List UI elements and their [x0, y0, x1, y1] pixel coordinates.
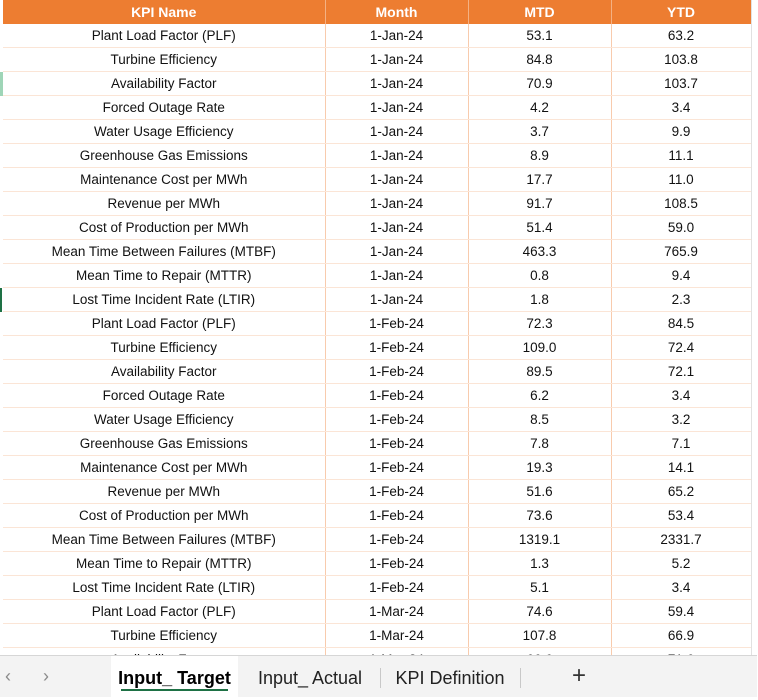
column-header[interactable]: Month	[325, 0, 468, 24]
table-row	[3, 624, 751, 648]
mtd-cell[interactable]: 89.5	[468, 360, 611, 384]
ytd-cell[interactable]: 2331.7	[611, 528, 751, 552]
kpi-name-cell[interactable]: Mean Time Between Failures (MTBF)	[3, 528, 325, 552]
kpi-table	[3, 0, 752, 672]
kpi-name-cell[interactable]: Mean Time Between Failures (MTBF)	[3, 240, 325, 264]
mtd-cell[interactable]: 91.7	[468, 192, 611, 216]
month-cell[interactable]: 1-Jan-24	[325, 216, 468, 240]
month-cell[interactable]: 1-Jan-24	[325, 240, 468, 264]
kpi-name-cell[interactable]: Lost Time Incident Rate (LTIR)	[3, 288, 325, 312]
kpi-name-cell[interactable]: Mean Time to Repair (MTTR)	[3, 264, 325, 288]
tab-input-target[interactable]	[111, 656, 238, 697]
chevron-left-icon[interactable]: ‹	[5, 666, 11, 686]
month-cell[interactable]: 1-Feb-24	[325, 408, 468, 432]
month-cell[interactable]: 1-Feb-24	[325, 312, 468, 336]
tab-separator	[520, 668, 521, 688]
kpi-name-cell[interactable]: Greenhouse Gas Emissions	[3, 432, 325, 456]
month-cell[interactable]: 1-Feb-24	[325, 360, 468, 384]
table-row	[3, 408, 751, 432]
kpi-name-cell[interactable]: Plant Load Factor (PLF)	[3, 312, 325, 336]
month-cell[interactable]: 1-Jan-24	[325, 24, 468, 48]
table-row	[3, 72, 751, 96]
kpi-name-cell[interactable]: Availability Factor	[3, 72, 325, 96]
table-row	[3, 504, 751, 528]
table-row	[3, 240, 751, 264]
mtd-cell[interactable]: 3.7	[468, 120, 611, 144]
tab-input-actual[interactable]	[248, 656, 372, 697]
mtd-cell[interactable]: 51.4	[468, 216, 611, 240]
table-row	[3, 264, 751, 288]
kpi-name-cell[interactable]: Water Usage Efficiency	[3, 408, 325, 432]
kpi-name-cell[interactable]: Cost of Production per MWh	[3, 504, 325, 528]
ytd-cell[interactable]: 59.4	[611, 600, 751, 624]
kpi-name-cell[interactable]: Maintenance Cost per MWh	[3, 456, 325, 480]
column-header[interactable]: KPI Name	[3, 0, 325, 24]
month-cell[interactable]: 1-Jan-24	[325, 72, 468, 96]
mtd-cell[interactable]: 5.1	[468, 576, 611, 600]
mtd-cell[interactable]: 51.6	[468, 480, 611, 504]
kpi-name-cell[interactable]: Turbine Efficiency	[3, 48, 325, 72]
ytd-cell[interactable]: 72.1	[611, 360, 751, 384]
ytd-cell[interactable]: 3.4	[611, 96, 751, 120]
ytd-cell[interactable]: 3.4	[611, 576, 751, 600]
grid-right-edge	[751, 0, 758, 655]
mtd-cell[interactable]: 72.3	[468, 312, 611, 336]
month-cell[interactable]: 1-Feb-24	[325, 552, 468, 576]
table-row	[3, 24, 751, 48]
ytd-cell[interactable]: 53.4	[611, 504, 751, 528]
tab-separator	[380, 668, 381, 688]
month-cell[interactable]: 1-Jan-24	[325, 264, 468, 288]
month-cell[interactable]: 1-Feb-24	[325, 576, 468, 600]
month-cell[interactable]: 1-Feb-24	[325, 480, 468, 504]
mtd-cell[interactable]: 4.2	[468, 96, 611, 120]
table-row	[3, 48, 751, 72]
ytd-cell[interactable]: 7.1	[611, 432, 751, 456]
table-row	[3, 168, 751, 192]
ytd-cell[interactable]: 66.9	[611, 624, 751, 648]
tab-label: Input_ Target	[118, 668, 231, 688]
kpi-name-cell[interactable]: Plant Load Factor (PLF)	[3, 24, 325, 48]
active-tab-underline	[121, 689, 228, 691]
ytd-cell[interactable]: 5.2	[611, 552, 751, 576]
tab-label: KPI Definition	[395, 668, 505, 688]
kpi-name-cell[interactable]: Revenue per MWh	[3, 192, 325, 216]
mtd-cell[interactable]: 463.3	[468, 240, 611, 264]
ytd-cell[interactable]: 765.9	[611, 240, 751, 264]
mtd-cell[interactable]: 1319.1	[468, 528, 611, 552]
table-row	[3, 120, 751, 144]
ytd-cell[interactable]: 108.5	[611, 192, 751, 216]
mtd-cell[interactable]: 1.3	[468, 552, 611, 576]
table-row	[3, 144, 751, 168]
month-cell[interactable]: 1-Jan-24	[325, 96, 468, 120]
column-header[interactable]: MTD	[468, 0, 611, 24]
ytd-cell[interactable]: 84.5	[611, 312, 751, 336]
selected-row-marker	[0, 288, 2, 312]
table-row	[3, 384, 751, 408]
ytd-cell[interactable]: 11.0	[611, 168, 751, 192]
mtd-cell[interactable]: 0.8	[468, 264, 611, 288]
kpi-name-cell[interactable]: Greenhouse Gas Emissions	[3, 144, 325, 168]
mtd-cell[interactable]: 84.8	[468, 48, 611, 72]
mtd-cell[interactable]: 6.2	[468, 384, 611, 408]
ytd-cell[interactable]: 103.7	[611, 72, 751, 96]
ytd-cell[interactable]: 72.4	[611, 336, 751, 360]
ytd-cell[interactable]: 9.4	[611, 264, 751, 288]
ytd-cell[interactable]: 59.0	[611, 216, 751, 240]
table-row	[3, 576, 751, 600]
month-cell[interactable]: 1-Feb-24	[325, 504, 468, 528]
table-row	[3, 432, 751, 456]
mtd-cell[interactable]: 17.7	[468, 168, 611, 192]
kpi-name-cell[interactable]: Plant Load Factor (PLF)	[3, 600, 325, 624]
table-row	[3, 360, 751, 384]
month-cell[interactable]: 1-Jan-24	[325, 48, 468, 72]
column-header[interactable]: YTD	[611, 0, 751, 24]
ytd-cell[interactable]: 63.2	[611, 24, 751, 48]
month-cell[interactable]: 1-Feb-24	[325, 456, 468, 480]
sheet-tab-bar	[0, 655, 757, 697]
month-cell[interactable]: 1-Jan-24	[325, 168, 468, 192]
mtd-cell[interactable]: 109.0	[468, 336, 611, 360]
mtd-cell[interactable]: 7.8	[468, 432, 611, 456]
month-cell[interactable]: 1-Mar-24	[325, 600, 468, 624]
tab-label: Input_ Actual	[257, 668, 363, 688]
table-row	[3, 216, 751, 240]
table-row	[3, 288, 751, 312]
plus-icon[interactable]: +	[571, 662, 586, 689]
ytd-cell[interactable]: 14.1	[611, 456, 751, 480]
kpi-name-cell[interactable]: Forced Outage Rate	[3, 384, 325, 408]
mtd-cell[interactable]: 74.6	[468, 600, 611, 624]
month-cell[interactable]: 1-Jan-24	[325, 288, 468, 312]
kpi-name-cell[interactable]: Lost Time Incident Rate (LTIR)	[3, 576, 325, 600]
kpi-name-cell[interactable]: Turbine Efficiency	[3, 624, 325, 648]
kpi-name-cell[interactable]: Revenue per MWh	[3, 480, 325, 504]
table-row	[3, 552, 751, 576]
table-row	[3, 600, 751, 624]
month-cell[interactable]: 1-Mar-24	[325, 624, 468, 648]
kpi-name-cell[interactable]: Water Usage Efficiency	[3, 120, 325, 144]
month-cell[interactable]: 1-Feb-24	[325, 336, 468, 360]
kpi-name-cell[interactable]: Availability Factor	[3, 360, 325, 384]
mtd-cell[interactable]: 107.8	[468, 624, 611, 648]
mtd-cell[interactable]: 70.9	[468, 72, 611, 96]
tab-kpi-definition[interactable]	[388, 656, 512, 697]
kpi-name-cell[interactable]: Turbine Efficiency	[3, 336, 325, 360]
kpi-name-cell[interactable]: Forced Outage Rate	[3, 96, 325, 120]
mtd-cell[interactable]: 1.8	[468, 288, 611, 312]
table-row	[3, 336, 751, 360]
table-row	[3, 528, 751, 552]
month-cell[interactable]: 1-Jan-24	[325, 144, 468, 168]
month-cell[interactable]: 1-Feb-24	[325, 384, 468, 408]
month-cell[interactable]: 1-Jan-24	[325, 120, 468, 144]
header-row	[3, 0, 751, 24]
table-row	[3, 192, 751, 216]
table-row	[3, 96, 751, 120]
ytd-cell[interactable]: 11.1	[611, 144, 751, 168]
ytd-cell[interactable]: 9.9	[611, 120, 751, 144]
ytd-cell[interactable]: 3.2	[611, 408, 751, 432]
month-cell[interactable]: 1-Feb-24	[325, 432, 468, 456]
ytd-cell[interactable]: 3.4	[611, 384, 751, 408]
month-cell[interactable]: 1-Feb-24	[325, 528, 468, 552]
mtd-cell[interactable]: 53.1	[468, 24, 611, 48]
mtd-cell[interactable]: 73.6	[468, 504, 611, 528]
ytd-cell[interactable]: 103.8	[611, 48, 751, 72]
mtd-cell[interactable]: 8.5	[468, 408, 611, 432]
ytd-cell[interactable]: 2.3	[611, 288, 751, 312]
kpi-name-cell[interactable]: Cost of Production per MWh	[3, 216, 325, 240]
table-row	[3, 480, 751, 504]
chevron-right-icon[interactable]: ›	[43, 666, 49, 686]
month-cell[interactable]: 1-Jan-24	[325, 192, 468, 216]
table-row	[3, 456, 751, 480]
mtd-cell[interactable]: 19.3	[468, 456, 611, 480]
table-row	[3, 312, 751, 336]
ytd-cell[interactable]: 65.2	[611, 480, 751, 504]
kpi-name-cell[interactable]: Mean Time to Repair (MTTR)	[3, 552, 325, 576]
kpi-name-cell[interactable]: Maintenance Cost per MWh	[3, 168, 325, 192]
mtd-cell[interactable]: 8.9	[468, 144, 611, 168]
